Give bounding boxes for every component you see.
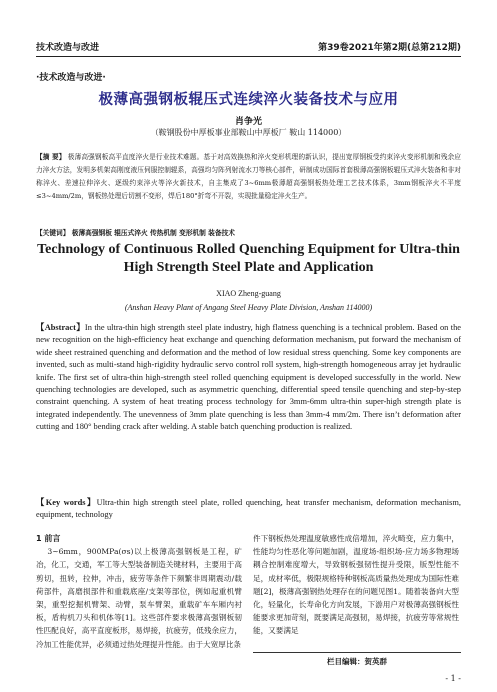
- chinese-abstract-text: 极薄高强钢板高平直度淬火是行业技术难题。基于对高效换热和淬火变形机理的新认识，提出宽厚钢板受约束淬火变形机制和残余应力淬火方法，发明多机架高刚度液压伺服控制辊系，高强均匀阵列射流水刀等核心部件，研制成功国际首套极薄高强钢板辊压式淬火装备和非对称淬火、差速拉伸淬火、逐级约束淬火等淬火新技术，自主集成了3~6mm极薄超高强钢板热处理工艺技术体系，3mm钢板淬火不平度≤3~4mm/2m，钢板热处理后切割不变形，焊后180°折弯不开裂，实现批量稳定淬火生产。: [36, 153, 461, 200]
- body-left-column: [36, 532, 242, 651]
- english-title: [0, 241, 497, 277]
- english-keywords: [36, 497, 461, 522]
- editor-rule: [253, 652, 461, 653]
- introduction-right-text: 件下钢板热处理温度敏感性成倍增加，淬火畸变，应力集中，性能均匀性恶化等问题加剧，温度场-组织场-应力场多物理场耦合控制难度增大，导致钢板强韧性提升受限，版型性能不足，成材率低，极限规格特种钢板高质量热处理成为国际性难题[2]，极薄高强钢热处理存在的问题见图1。随着装备向大型化，轻量化，长寿命化方向发展，下游用户对极薄高强钢板性能要求更加苛刻，既要满足高强韧，易焊接，抗疲劳等常规性能，又要满足: [253, 534, 459, 636]
- english-abstract-text: In the ultra-thin high strength steel plate industry, high flatness quenching is a technical problem. Based on the new recognition on the high-efficiency heat exchange and quenching deformation mechanism, put forward the mechanism of wide sheet restrained quenching and deformation and the method of low residual stress quenching. Some key components are invented, such as multi-stand high-rigidity hydraulic servo control roll system, high-strength homogeneous array jet hydraulic knife. The first set of ultra-thin high-strength steel rolled quenching equipment is developed successfully in the world. New quenching technologies are developed, such as asymmetric quenching, differential speed tensile quenching and step-by-step constraint quenching. A system of heat treating process technology for 3mm-6mm ultra-thin super-high strength plate is integrated independently. The unevenness of 3mm plate quenching is less than 3mm-4 mm/2m. There isn’t deformation after cutting and 180° bending crack after welding. A stable batch quenching production is realized.: [36, 323, 461, 432]
- english-keywords-text: Ultra-thin high strength steel plate, rolled quenching, heat transfer mechanism, deformation mechanism, equipment, technology: [36, 498, 461, 520]
- page-number: - 1 -: [445, 674, 461, 683]
- chinese-keywords-text: 极薄高强钢板 辊压式淬火 传热机制 变形机制 装备技术: [71, 229, 235, 237]
- english-author: XIAO Zheng-guang: [216, 289, 281, 298]
- chinese-title: 极薄高强钢板辊压式连续淬火装备技术与应用: [98, 92, 399, 108]
- journal-column-name: 技术改造与改进: [36, 43, 100, 53]
- introduction-left-text: 3~6mm，900MPa(σs)以上极薄高强钢板是工程，矿冶，化工，交通，军工等大型装备制造关键材料，主要用于高剪切，扭转，拉伸，冲击，疲劳等条件下频繁非周期震动/载荷部件，高磨损部件和重载底座/支架等部位，例如起重机臂架，重型挖掘机臂架、动臂，泵车臂架，重载矿车车厢内衬板，盾构机刀头和机体等[1]。这些部件要求极薄高强钢板韧性匹配良好，高平直度板形，易焊接，抗疲劳，低残余应力，冷加工性能优异，必须通过热处理提升性能。由于大宽厚比条: [36, 547, 242, 649]
- issue-info: 第39卷2021年第2期(总第212期): [318, 43, 461, 53]
- chinese-affiliation: （鞍钢股份中厚板事业部鞍山中厚板厂 鞍山 114000）: [150, 128, 347, 137]
- english-affiliation: (Anshan Heavy Plant of Angang Steel Heavy Plate Division, Anshan 114000): [124, 303, 373, 312]
- english-keywords-label: 【Key words】: [36, 498, 97, 507]
- chinese-keywords-label: 【关键词】: [36, 229, 70, 237]
- english-abstract: [36, 322, 461, 434]
- column-editor: 栏目编辑：贺英群: [327, 657, 387, 666]
- section-label: ·技术改造与改进·: [36, 73, 106, 83]
- english-title-line-1: Technology of Continuous Rolled Quenching Equipment for Ultra-thin: [37, 242, 460, 257]
- english-title-line-2: High Strength Steel Plate and Application: [123, 260, 374, 275]
- english-abstract-label: 【Abstract】: [36, 323, 85, 332]
- chinese-keywords: [36, 227, 461, 237]
- introduction-heading: 1 前言: [36, 534, 61, 543]
- chinese-author: 肖争光: [234, 117, 262, 127]
- running-header: [36, 40, 461, 56]
- header-rule: [36, 56, 461, 57]
- chinese-abstract-label: 【摘 要】: [36, 153, 66, 161]
- chinese-abstract: [36, 151, 461, 203]
- body-right-column: [253, 532, 459, 638]
